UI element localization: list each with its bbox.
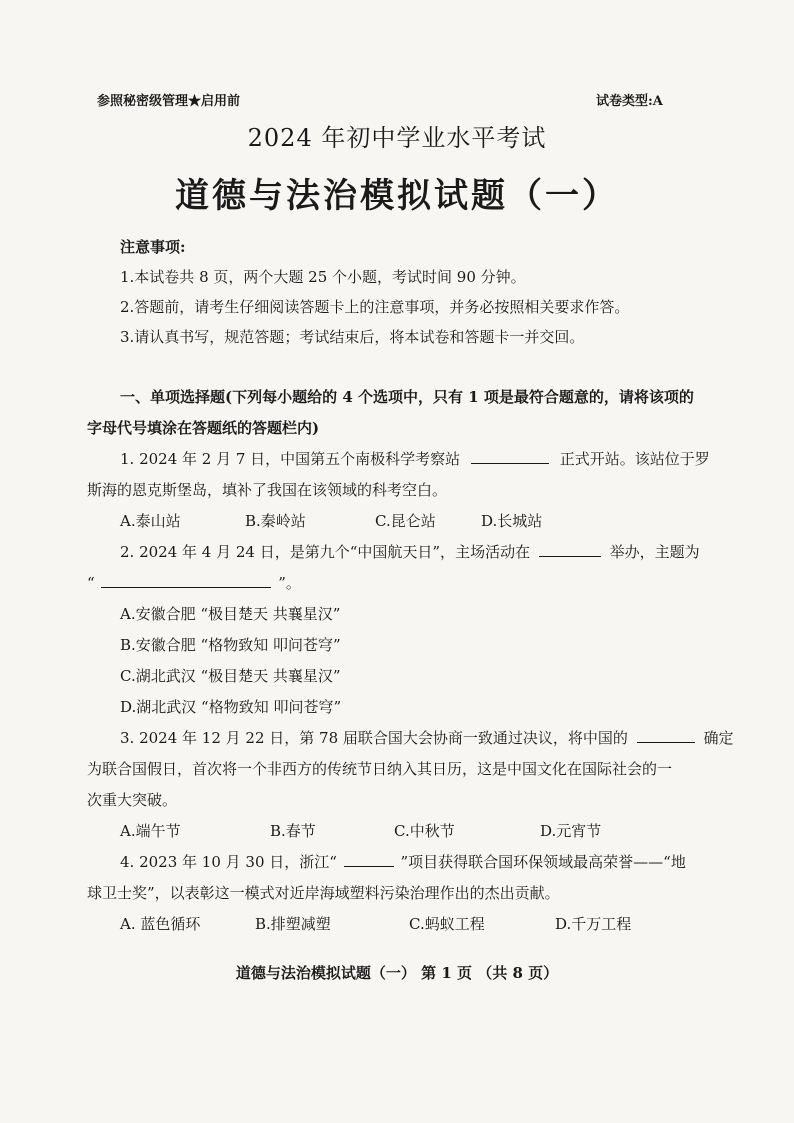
question-1-option-a: A.泰山站: [120, 512, 181, 530]
question-2-option-d: D.湖北武汉 “格物致知 叩问苍穹”: [120, 698, 342, 716]
question-3-option-c: C.中秋节: [394, 822, 455, 840]
question-4-option-d: D.千万工程: [555, 915, 632, 933]
question-3-line1: [120, 727, 733, 748]
question-2-line1: [120, 541, 700, 562]
paper-type-label: 试卷类型:A: [596, 94, 663, 109]
question-2-option-c: C.湖北武汉 “极目楚天 共襄星汉”: [120, 667, 341, 685]
notice-item-2: 2.答题前，请考生仔细阅读答题卡上的注意事项，并务必按照相关要求作答。: [120, 298, 630, 316]
question-2-blank-1: [539, 542, 601, 557]
question-4-line2: 球卫士奖”，以表彰这一模式对近岸海域塑料污染治理作出的杰出贡献。: [87, 884, 560, 902]
question-1-text-a: 1. 2024 年 2 月 7 日，中国第五个南极科学考察站: [120, 450, 461, 468]
question-1-blank: [471, 449, 549, 464]
paper-title: 道德与法治模拟试题（一）: [175, 176, 619, 216]
confidentiality-label: 参照秘密级管理★启用前: [97, 94, 241, 109]
question-1-line1: [120, 448, 710, 469]
question-3-option-d: D.元宵节: [540, 822, 602, 840]
question-4-text-b: ”项目获得联合国环保领域最高荣誉——“地: [400, 853, 686, 871]
notice-heading: 注意事项:: [120, 238, 186, 256]
question-2-option-b: B.安徽合肥 “格物致知 叩问苍穹”: [120, 636, 341, 654]
question-3-text-a: 3. 2024 年 12 月 22 日，第 78 届联合国大会协商一致通过决议，将中国的: [120, 729, 628, 747]
question-3-option-a: A.端午节: [120, 822, 181, 840]
question-3-line3: 次重大突破。: [87, 791, 178, 809]
question-4-text-a: 4. 2023 年 10 月 30 日，浙江“: [120, 853, 337, 871]
question-2-line2: [87, 572, 301, 593]
question-1-option-c: C.昆仑站: [375, 512, 436, 530]
question-3-blank: [637, 728, 695, 743]
notice-item-1: 1.本试卷共 8 页，两个大题 25 个小题，考试时间 90 分钟。: [120, 268, 526, 286]
notice-item-3: 3.请认真书写，规范答题；考试结束后，将本试卷和答题卡一并交回。: [120, 328, 585, 346]
question-2-blank-2: [101, 573, 271, 588]
section-heading-line2: 字母代号填涂在答题纸的答题栏内): [87, 419, 320, 437]
question-1-option-b: B.秦岭站: [245, 512, 306, 530]
question-4-line1: [120, 851, 686, 872]
question-3-option-b: B.春节: [270, 822, 316, 840]
page-footer: 道德与法治模拟试题（一） 第 1 页 （共 8 页）: [235, 964, 559, 982]
question-3-line2: 为联合国假日，首次将一个非西方的传统节日纳入其日历，这是中国文化在国际社会的一: [87, 760, 673, 778]
question-2-option-a: A.安徽合肥 “极目楚天 共襄星汉”: [120, 605, 341, 623]
question-2-open-quote: “: [87, 574, 95, 592]
section-heading-line1: 一、单项选择题(下列每小题给的 4 个选项中，只有 1 项是最符合题意的，请将该项的: [120, 388, 694, 406]
question-1-option-d: D.长城站: [481, 512, 543, 530]
question-2-text-a: 2. 2024 年 4 月 24 日，是第九个“中国航天日”，主场活动在: [120, 543, 531, 561]
question-4-blank: [344, 852, 394, 867]
exam-title: 2024 年初中学业水平考试: [247, 124, 547, 152]
question-1-line2: 斯海的恩克斯堡岛，填补了我国在该领域的科考空白。: [87, 481, 448, 499]
question-2-text-b: 举办，主题为: [609, 543, 700, 561]
question-1-text-b: 正式开站。该站位于罗: [559, 450, 710, 468]
question-2-close-quote: ”。: [278, 574, 301, 592]
question-3-text-b: 确定: [703, 729, 734, 747]
question-4-option-c: C.蚂蚁工程: [409, 915, 485, 933]
question-4-option-b: B.排塑减塑: [255, 915, 331, 933]
question-4-option-a: A. 蓝色循环: [120, 915, 201, 933]
